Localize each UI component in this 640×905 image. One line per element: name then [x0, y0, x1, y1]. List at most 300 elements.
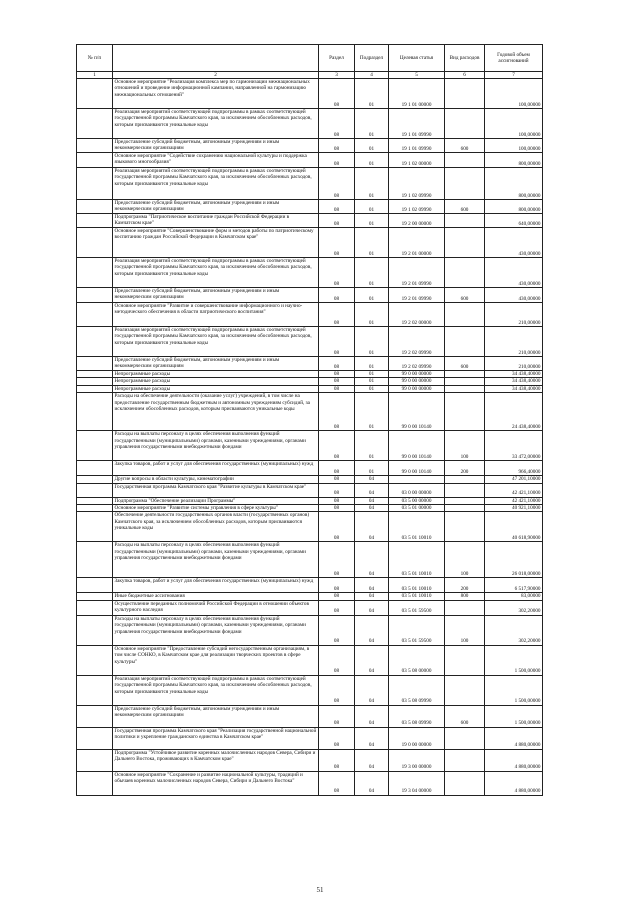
row-exptype-cell: 600 [445, 705, 485, 727]
row-exptype-cell [445, 497, 485, 504]
row-name-cell: Предоставление субсидий бюджетным, автономным учреждениям и иным некоммерческим организациям [113, 705, 319, 727]
row-amount-cell: 302,20000 [485, 600, 543, 615]
row-subsection-cell: 04 [355, 505, 389, 512]
row-target-cell: 99 0 00 00000 [389, 371, 445, 378]
table-row [77, 497, 543, 504]
row-num-cell [77, 168, 113, 200]
table-row [77, 483, 543, 497]
row-num-cell [77, 288, 113, 303]
row-amount-cell: 966,40000 [485, 461, 543, 476]
row-name-cell: Реализация мероприятий соответствующей подпрограммы в рамках соответствующей государственной программы Камчатского края, за исключением обособленных расходов, которым присваиваются уникальные коды [113, 258, 319, 288]
row-section-cell: 08 [319, 497, 355, 504]
row-subsection-cell: 01 [355, 288, 389, 303]
row-section-cell: 08 [319, 385, 355, 392]
row-target-cell: 99 0 00 00000 [389, 385, 445, 392]
row-name-cell: Подпрограмма "Устойчивое развитие коренных малочисленных народов Севера, Сибири и Дальнего Востока, проживающих в Камчатском крае" [113, 749, 319, 771]
row-amount-cell: 47 201,10000 [485, 476, 543, 483]
row-name-cell: Предоставление субсидий бюджетным, автономным учреждениям и иным некоммерческим организациям [113, 288, 319, 303]
row-target-cell: 03 5 01 59500 [389, 615, 445, 645]
row-exptype-cell: 100 [445, 542, 485, 578]
table-row [77, 79, 543, 109]
row-num-cell [77, 476, 113, 483]
index-cell: 6 [445, 72, 485, 79]
row-section-cell: 08 [319, 139, 355, 153]
row-subsection-cell: 01 [355, 393, 389, 431]
row-section-cell: 08 [319, 476, 355, 483]
row-name-cell: Расходы на выплаты персоналу в целях обеспечения выполнения функций государственными (муниципальными) органами, казенными учреждениями, органами управления государственными внебюджетными фондами [113, 431, 319, 461]
table-row [77, 600, 543, 615]
index-cell: 2 [113, 72, 319, 79]
row-amount-cell: 100,00000 [485, 79, 543, 109]
row-name-cell: Непрограммные расходы [113, 378, 319, 385]
table-header-row [77, 45, 543, 72]
row-target-cell: 99 0 00 10140 [389, 431, 445, 461]
row-num-cell [77, 615, 113, 645]
row-num-cell [77, 385, 113, 392]
table-row [77, 393, 543, 431]
row-num-cell [77, 393, 113, 431]
row-exptype-cell [445, 303, 485, 327]
row-name-cell: Расходы на выплаты персоналу в целях обеспечения выполнения функций государственными (муниципальными) органами, казенными учреждениями, органами управления государственными внебюджетными фондами [113, 542, 319, 578]
row-amount-cell: 83,00000 [485, 593, 543, 600]
row-exptype-cell: 600 [445, 139, 485, 153]
row-section-cell: 08 [319, 153, 355, 168]
row-target-cell: 19 1 01 09990 [389, 139, 445, 153]
row-subsection-cell: 04 [355, 675, 389, 705]
row-name-cell: Основное мероприятие "Развитие и совершенствование информационного и научно-методического обеспечения в области патриотического воспитания" [113, 303, 319, 327]
row-target-cell: 19 2 01 00000 [389, 228, 445, 258]
row-num-cell [77, 258, 113, 288]
row-exptype-cell [445, 79, 485, 109]
row-name-cell: Реализация мероприятий соответствующей подпрограммы в рамках соответствующей государственной программы Камчатского края, за исключением обособленных расходов, которым присваиваются уникальные коды [113, 327, 319, 357]
table-row [77, 378, 543, 385]
row-subsection-cell: 01 [355, 461, 389, 476]
index-cell: 7 [485, 72, 543, 79]
row-section-cell: 08 [319, 705, 355, 727]
row-amount-cell: 42 421,10000 [485, 483, 543, 497]
row-name-cell: Основное мероприятие "Совершенствование форм и методов работы по патриотическому воспитанию граждан Российской Федерации в Камчатском крае" [113, 228, 319, 258]
row-target-cell: 19 2 02 09990 [389, 327, 445, 357]
row-exptype-cell [445, 378, 485, 385]
row-name-cell: Государственная программа Камчатского края "Развитие культуры в Камчатском крае" [113, 483, 319, 497]
row-section-cell: 08 [319, 258, 355, 288]
table-row [77, 200, 543, 214]
table-row [77, 542, 543, 578]
row-section-cell: 08 [319, 393, 355, 431]
header-section: Раздел [319, 45, 355, 72]
header-target: Целевая статья [389, 45, 445, 72]
row-target-cell: 03 5 00 00000 [389, 497, 445, 504]
table-row [77, 385, 543, 392]
row-name-cell: Подпрограмма "Обеспечение реализации Программы" [113, 497, 319, 504]
row-section-cell: 08 [319, 79, 355, 109]
row-exptype-cell: 100 [445, 431, 485, 461]
table-row [77, 228, 543, 258]
row-exptype-cell [445, 327, 485, 357]
table-row [77, 461, 543, 476]
row-amount-cell: 1 500,00000 [485, 705, 543, 727]
row-subsection-cell: 01 [355, 168, 389, 200]
row-num-cell [77, 512, 113, 542]
table-row [77, 214, 543, 228]
row-subsection-cell: 04 [355, 497, 389, 504]
row-target-cell: 19 2 01 09990 [389, 288, 445, 303]
row-amount-cell: 800,00000 [485, 200, 543, 214]
budget-table [76, 44, 543, 796]
table-row [77, 578, 543, 593]
row-section-cell: 08 [319, 109, 355, 139]
row-target-cell: 19 1 02 00000 [389, 153, 445, 168]
row-section-cell: 08 [319, 542, 355, 578]
row-exptype-cell [445, 512, 485, 542]
table-row [77, 258, 543, 288]
row-target-cell: 03 5 01 00000 [389, 505, 445, 512]
row-subsection-cell: 01 [355, 385, 389, 392]
row-num-cell [77, 705, 113, 727]
row-amount-cell: 4 880,00000 [485, 727, 543, 749]
row-section-cell: 08 [319, 578, 355, 593]
row-section-cell: 08 [319, 675, 355, 705]
row-subsection-cell: 01 [355, 200, 389, 214]
row-name-cell: Реализация мероприятий соответствующей подпрограммы в рамках соответствующей государственной программы Камчатского края, за исключением обособленных расходов, которым присваиваются уникальные коды [113, 109, 319, 139]
row-subsection-cell: 04 [355, 578, 389, 593]
row-exptype-cell [445, 675, 485, 705]
row-amount-cell: 6 517,90000 [485, 578, 543, 593]
table-row [77, 153, 543, 168]
row-subsection-cell: 01 [355, 228, 389, 258]
row-section-cell: 08 [319, 771, 355, 795]
row-amount-cell: 26 018,00000 [485, 542, 543, 578]
row-subsection-cell: 04 [355, 600, 389, 615]
row-exptype-cell: 100 [445, 615, 485, 645]
row-exptype-cell: 800 [445, 593, 485, 600]
table-row [77, 593, 543, 600]
row-amount-cell: 210,00000 [485, 357, 543, 371]
row-amount-cell: 40 921,10000 [485, 505, 543, 512]
row-num-cell [77, 378, 113, 385]
row-exptype-cell [445, 727, 485, 749]
row-section-cell: 08 [319, 645, 355, 675]
index-cell: 4 [355, 72, 389, 79]
header-name [113, 45, 319, 72]
row-subsection-cell: 01 [355, 303, 389, 327]
row-subsection-cell: 04 [355, 705, 389, 727]
row-num-cell [77, 109, 113, 139]
row-amount-cell: 210,00000 [485, 303, 543, 327]
row-subsection-cell: 01 [355, 79, 389, 109]
row-exptype-cell [445, 749, 485, 771]
row-target-cell: 99 0 00 00000 [389, 378, 445, 385]
row-subsection-cell: 01 [355, 378, 389, 385]
row-target-cell: 19 2 02 00000 [389, 303, 445, 327]
row-num-cell [77, 303, 113, 327]
table-row [77, 139, 543, 153]
row-num-cell [77, 542, 113, 578]
row-num-cell [77, 200, 113, 214]
table-row [77, 771, 543, 795]
row-target-cell: 03 5 01 10010 [389, 593, 445, 600]
row-section-cell: 08 [319, 600, 355, 615]
row-name-cell: Расходы на выплаты персоналу в целях обеспечения выполнения функций государственными (муниципальными) органами, казенными учреждениями, органами управления государственными внебюджетными фондами [113, 615, 319, 645]
row-num-cell [77, 749, 113, 771]
row-num-cell [77, 79, 113, 109]
row-exptype-cell [445, 371, 485, 378]
row-name-cell: Расходы на обеспечение деятельности (оказание услуг) учреждений, в том числе на предоставление государственным бюджетным и автономным учреждениям субсидий, за исключением обособленных расходов, которым присваиваются уникальные коды [113, 393, 319, 431]
row-exptype-cell: 600 [445, 357, 485, 371]
row-exptype-cell: 600 [445, 288, 485, 303]
row-exptype-cell [445, 214, 485, 228]
row-subsection-cell: 01 [355, 371, 389, 378]
row-num-cell [77, 675, 113, 705]
row-name-cell: Предоставление субсидий бюджетным, автономным учреждениям и иным некоммерческим организациям [113, 200, 319, 214]
row-num-cell [77, 593, 113, 600]
row-section-cell: 08 [319, 357, 355, 371]
row-exptype-cell [445, 385, 485, 392]
row-section-cell: 08 [319, 168, 355, 200]
row-amount-cell: 34 438,40000 [485, 371, 543, 378]
row-section-cell: 08 [319, 378, 355, 385]
table-row [77, 727, 543, 749]
row-amount-cell: 24 438,40000 [485, 393, 543, 431]
row-num-cell [77, 461, 113, 476]
row-amount-cell: 430,00000 [485, 228, 543, 258]
row-name-cell: Подпрограмма "Патриотическое воспитание граждан Российской Федерации в Камчатском крае" [113, 214, 319, 228]
row-amount-cell: 640,00000 [485, 214, 543, 228]
row-exptype-cell [445, 505, 485, 512]
row-section-cell: 08 [319, 505, 355, 512]
row-target-cell: 19 1 02 09990 [389, 168, 445, 200]
row-amount-cell: 34 438,40000 [485, 378, 543, 385]
row-subsection-cell: 01 [355, 357, 389, 371]
page-number: 51 [316, 886, 324, 894]
row-subsection-cell: 04 [355, 615, 389, 645]
row-exptype-cell [445, 771, 485, 795]
row-exptype-cell [445, 153, 485, 168]
row-section-cell: 08 [319, 303, 355, 327]
row-name-cell: Основное мероприятие "Развитие системы управления в сфере культуры" [113, 505, 319, 512]
row-amount-cell: 42 421,10000 [485, 497, 543, 504]
row-target-cell: 19 1 01 00000 [389, 79, 445, 109]
row-amount-cell: 302,20000 [485, 615, 543, 645]
row-exptype-cell [445, 228, 485, 258]
table-row [77, 303, 543, 327]
row-target-cell: 03 0 00 00000 [389, 483, 445, 497]
row-name-cell: Реализация мероприятий соответствующей подпрограммы в рамках соответствующей государственной программы Камчатского края, за исключением обособленных расходов, которым присваиваются уникальные коды [113, 675, 319, 705]
row-exptype-cell [445, 476, 485, 483]
row-section-cell: 08 [319, 288, 355, 303]
row-exptype-cell: 600 [445, 200, 485, 214]
row-subsection-cell: 01 [355, 431, 389, 461]
row-subsection-cell: 04 [355, 771, 389, 795]
row-section-cell: 08 [319, 512, 355, 542]
row-name-cell: Непрограммные расходы [113, 385, 319, 392]
row-section-cell: 08 [319, 214, 355, 228]
row-subsection-cell: 01 [355, 327, 389, 357]
row-amount-cell: 430,00000 [485, 258, 543, 288]
row-target-cell: 99 0 00 10140 [389, 393, 445, 431]
table-body [77, 79, 543, 796]
row-name-cell: Иные бюджетные ассигнования [113, 593, 319, 600]
table-row [77, 615, 543, 645]
row-target-cell: 19 2 02 09990 [389, 357, 445, 371]
row-exptype-cell: 200 [445, 461, 485, 476]
row-amount-cell: 210,00000 [485, 327, 543, 357]
row-target-cell: 19 1 02 09990 [389, 200, 445, 214]
row-amount-cell: 800,00000 [485, 153, 543, 168]
row-target-cell: 03 5 01 10010 [389, 512, 445, 542]
row-num-cell [77, 771, 113, 795]
row-subsection-cell: 01 [355, 153, 389, 168]
row-num-cell [77, 327, 113, 357]
row-amount-cell: 100,00000 [485, 139, 543, 153]
row-amount-cell: 4 880,00000 [485, 749, 543, 771]
row-num-cell [77, 153, 113, 168]
table-row [77, 168, 543, 200]
row-name-cell: Основное мероприятие "Содействие сохранению национальной культуры и поддержка языкового многообразия" [113, 153, 319, 168]
row-target-cell: 19 1 01 09990 [389, 109, 445, 139]
row-amount-cell: 34 438,40000 [485, 385, 543, 392]
table-row [77, 371, 543, 378]
row-num-cell [77, 214, 113, 228]
row-exptype-cell [445, 109, 485, 139]
row-section-cell: 08 [319, 615, 355, 645]
row-target-cell: 03 5 08 09990 [389, 675, 445, 705]
table-row [77, 749, 543, 771]
row-section-cell: 08 [319, 371, 355, 378]
row-target-cell: 19 2 01 09990 [389, 258, 445, 288]
budget-table-sheet [76, 44, 542, 796]
row-num-cell [77, 497, 113, 504]
index-cell: 3 [319, 72, 355, 79]
row-num-cell [77, 600, 113, 615]
row-amount-cell: 1 500,00000 [485, 675, 543, 705]
row-name-cell: Закупка товаров, работ и услуг для обеспечения государственных (муниципальных) нужд [113, 461, 319, 476]
header-amount: Годовой объем ассигнований [485, 45, 543, 72]
row-target-cell: 19 3 00 00000 [389, 749, 445, 771]
row-section-cell: 08 [319, 727, 355, 749]
row-section-cell: 08 [319, 200, 355, 214]
row-name-cell: Закупка товаров, работ и услуг для обеспечения государственных (муниципальных) нужд [113, 578, 319, 593]
column-index-row [77, 72, 543, 79]
row-num-cell [77, 139, 113, 153]
row-amount-cell: 100,00000 [485, 109, 543, 139]
row-subsection-cell: 04 [355, 749, 389, 771]
row-exptype-cell [445, 258, 485, 288]
row-section-cell: 08 [319, 461, 355, 476]
row-amount-cell: 40 618,90000 [485, 512, 543, 542]
index-cell: 5 [389, 72, 445, 79]
row-exptype-cell [445, 645, 485, 675]
table-row [77, 512, 543, 542]
row-name-cell: Осуществление переданных полномочий Российской Федерации в отношении объектов культурного наследия [113, 600, 319, 615]
row-subsection-cell: 04 [355, 645, 389, 675]
row-name-cell: Реализация мероприятий соответствующей подпрограммы в рамках соответствующей государственной программы Камчатского края, за исключением обособленных расходов, которым присваиваются уникальные коды [113, 168, 319, 200]
row-num-cell [77, 578, 113, 593]
table-row [77, 675, 543, 705]
row-subsection-cell: 01 [355, 214, 389, 228]
row-section-cell: 08 [319, 228, 355, 258]
row-name-cell: Основное мероприятие "Реализация комплекса мер по гармонизации межнациональных отношений и проведение информационной кампании, направленной на гармонизацию межнациональных отношений" [113, 79, 319, 109]
row-exptype-cell: 200 [445, 578, 485, 593]
table-row [77, 705, 543, 727]
row-exptype-cell [445, 393, 485, 431]
row-subsection-cell: 01 [355, 139, 389, 153]
row-num-cell [77, 228, 113, 258]
table-row [77, 431, 543, 461]
row-subsection-cell: 01 [355, 258, 389, 288]
row-num-cell [77, 483, 113, 497]
row-section-cell: 08 [319, 593, 355, 600]
row-name-cell: Непрограммные расходы [113, 371, 319, 378]
row-subsection-cell: 04 [355, 593, 389, 600]
row-amount-cell: 800,00000 [485, 168, 543, 200]
row-name-cell: Предоставление субсидий бюджетным, автономным учреждениям и иным некоммерческим организациям [113, 139, 319, 153]
row-subsection-cell: 04 [355, 476, 389, 483]
row-section-cell: 08 [319, 483, 355, 497]
header-num: № п/п [77, 45, 113, 72]
row-target-cell: 03 5 08 00000 [389, 645, 445, 675]
row-target-cell: 99 0 00 10140 [389, 461, 445, 476]
row-name-cell: Основное мероприятие "Предоставление субсидий негосударственным организациям, в том числе СОНКО, в Камчатском крае для реализации творческих проектов в сфере культуры" [113, 645, 319, 675]
row-exptype-cell [445, 600, 485, 615]
row-name-cell: Основное мероприятие "Сохранение и развитие национальной культуры, традиций и обычаев коренных малочисленных народов Севера, Сибири и Дальнего Востока" [113, 771, 319, 795]
row-section-cell: 08 [319, 749, 355, 771]
row-section-cell: 08 [319, 431, 355, 461]
row-name-cell: Государственная программа Камчатского края "Реализация государственной национальной политики и укрепление гражданского единства в Камчатском крае" [113, 727, 319, 749]
row-name-cell: Другие вопросы в области культуры, кинематографии [113, 476, 319, 483]
row-exptype-cell [445, 483, 485, 497]
row-subsection-cell: 01 [355, 109, 389, 139]
header-subsection: Подраздел [355, 45, 389, 72]
index-cell: 1 [77, 72, 113, 79]
row-num-cell [77, 371, 113, 378]
row-amount-cell: 1 500,00000 [485, 645, 543, 675]
row-target-cell: 19 3 04 00000 [389, 771, 445, 795]
table-row [77, 288, 543, 303]
row-amount-cell: 430,00000 [485, 288, 543, 303]
row-exptype-cell [445, 168, 485, 200]
table-row [77, 645, 543, 675]
table-row [77, 357, 543, 371]
row-target-cell [389, 476, 445, 483]
row-num-cell [77, 645, 113, 675]
table-row [77, 109, 543, 139]
row-subsection-cell: 04 [355, 483, 389, 497]
row-target-cell: 03 5 01 59500 [389, 600, 445, 615]
row-target-cell: 19 0 00 00000 [389, 727, 445, 749]
row-subsection-cell: 04 [355, 512, 389, 542]
row-num-cell [77, 727, 113, 749]
row-name-cell: Обеспечение деятельности государственных органов власти (государственных органов) Камчатского края, за исключением обособленных расходов, которым присваиваются уникальные коды [113, 512, 319, 542]
table-row [77, 505, 543, 512]
row-section-cell: 08 [319, 327, 355, 357]
row-amount-cell: 4 880,00000 [485, 771, 543, 795]
row-target-cell: 03 5 08 09990 [389, 705, 445, 727]
row-num-cell [77, 505, 113, 512]
row-target-cell: 19 2 00 00000 [389, 214, 445, 228]
header-exptype: Вид расходов [445, 45, 485, 72]
row-subsection-cell: 04 [355, 542, 389, 578]
table-row [77, 327, 543, 357]
row-target-cell: 03 5 01 10010 [389, 578, 445, 593]
row-subsection-cell: 04 [355, 727, 389, 749]
table-row [77, 476, 543, 483]
row-amount-cell: 33 472,00000 [485, 431, 543, 461]
row-num-cell [77, 357, 113, 371]
row-num-cell [77, 431, 113, 461]
row-name-cell: Предоставление субсидий бюджетным, автономным учреждениям и иным некоммерческим организациям [113, 357, 319, 371]
row-target-cell: 03 5 01 10010 [389, 542, 445, 578]
